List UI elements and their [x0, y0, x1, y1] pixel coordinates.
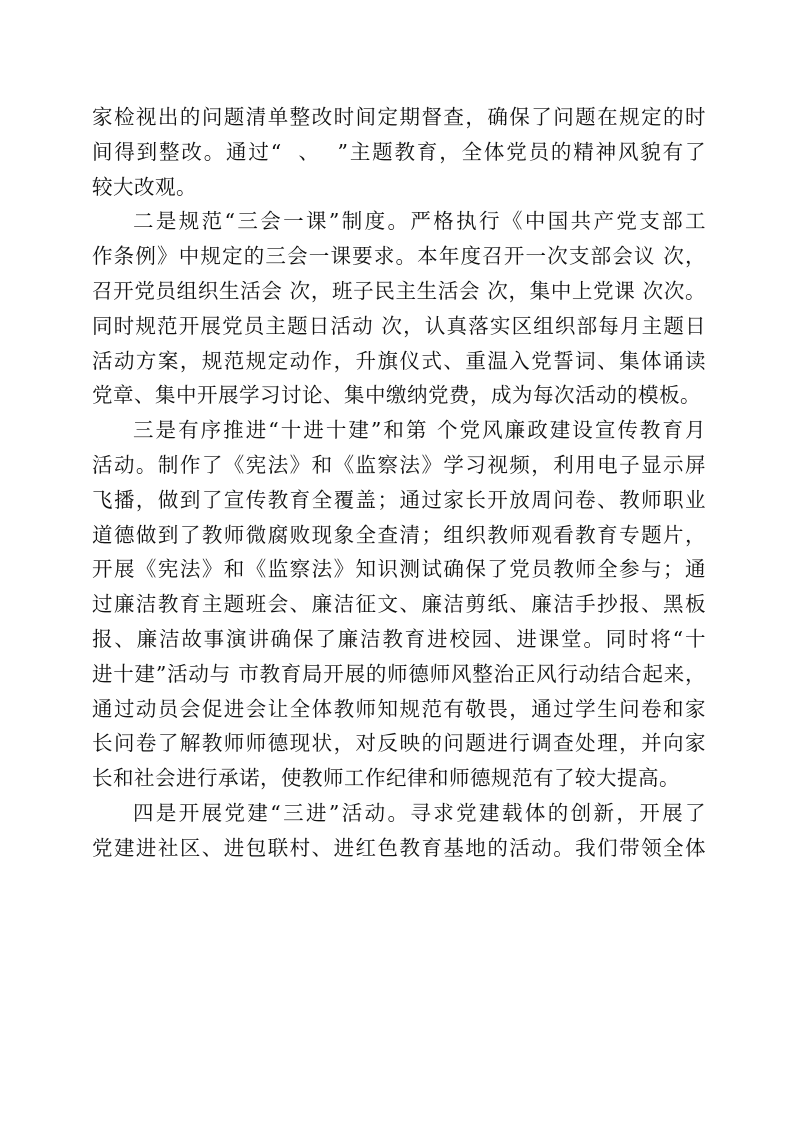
text-line: 党建进社区、进包联村、进红色教育基地的活动。我们带领全体 — [92, 835, 706, 860]
paragraph-ten-enter-ten-build — [92, 413, 706, 796]
text-line: 党章、集中开展学习讨论、集中缴纳党费，成为每次活动的模板。 — [92, 383, 701, 408]
text-line: 二是规范“三会一课”制度。严格执行《中国共产党支部工 — [133, 209, 706, 234]
text-line: 道德做到了教师微腐败现象全查清；组织教师观看教育专题片， — [92, 522, 706, 547]
paragraph-party-building-three-enters — [92, 796, 706, 866]
text-line: 报、廉洁故事演讲确保了廉洁教育进校园、进课堂。同时将“十 — [92, 626, 706, 651]
text-line: 过廉洁教育主题班会、廉洁征文、廉洁剪纸、廉洁手抄报、黑板 — [92, 592, 706, 617]
text-line: 开展《宪法》和《监察法》知识测试确保了党员教师全参与；通 — [92, 557, 706, 582]
text-line: 活动方案，规范规定动作，升旗仪式、重温入党誓词、集体诵读 — [92, 348, 706, 373]
text-line: 作条例》中规定的三会一课要求。本年度召开一次支部会议 次， — [92, 244, 706, 269]
text-line: 长和社会进行承诺，使教师工作纪律和师德规范有了较大提高。 — [92, 766, 680, 791]
text-line: 进十建”活动与 市教育局开展的师德师风整治正风行动结合起来， — [92, 661, 706, 686]
text-line: 通过动员会促进会让全体教师知规范有敬畏，通过学生问卷和家 — [92, 696, 706, 721]
document-page — [92, 100, 706, 866]
text-line: 三是有序推进“十进十建”和第 个党风廉政建设宣传教育月 — [133, 418, 706, 443]
text-line: 飞播，做到了宣传教育全覆盖；通过家长开放周问卷、教师职业 — [92, 487, 706, 512]
text-line: 长问卷了解教师师德现状，对反映的问题进行调查处理，并向家 — [92, 731, 706, 756]
text-line: 间得到整改。通过“ 、 ”主题教育，全体党员的精神风貌有了 — [92, 139, 706, 164]
text-line: 四是开展党建“三进”活动。寻求党建载体的创新，开展了 — [133, 800, 706, 825]
text-line: 家检视出的问题清单整改时间定期督查，确保了问题在规定的时 — [92, 105, 706, 129]
text-line: 召开党员组织生活会 次，班子民主生活会 次，集中上党课 次次。 — [92, 278, 706, 303]
paragraph-three-meetings-one-lesson — [92, 204, 706, 413]
paragraph-problem-rectification — [92, 100, 706, 204]
text-line: 较大改观。 — [92, 174, 197, 199]
text-line: 活动。制作了《宪法》和《监察法》学习视频，利用电子显示屏 — [92, 452, 706, 477]
text-line: 同时规范开展党员主题日活动 次，认真落实区组织部每月主题日 — [92, 313, 706, 338]
